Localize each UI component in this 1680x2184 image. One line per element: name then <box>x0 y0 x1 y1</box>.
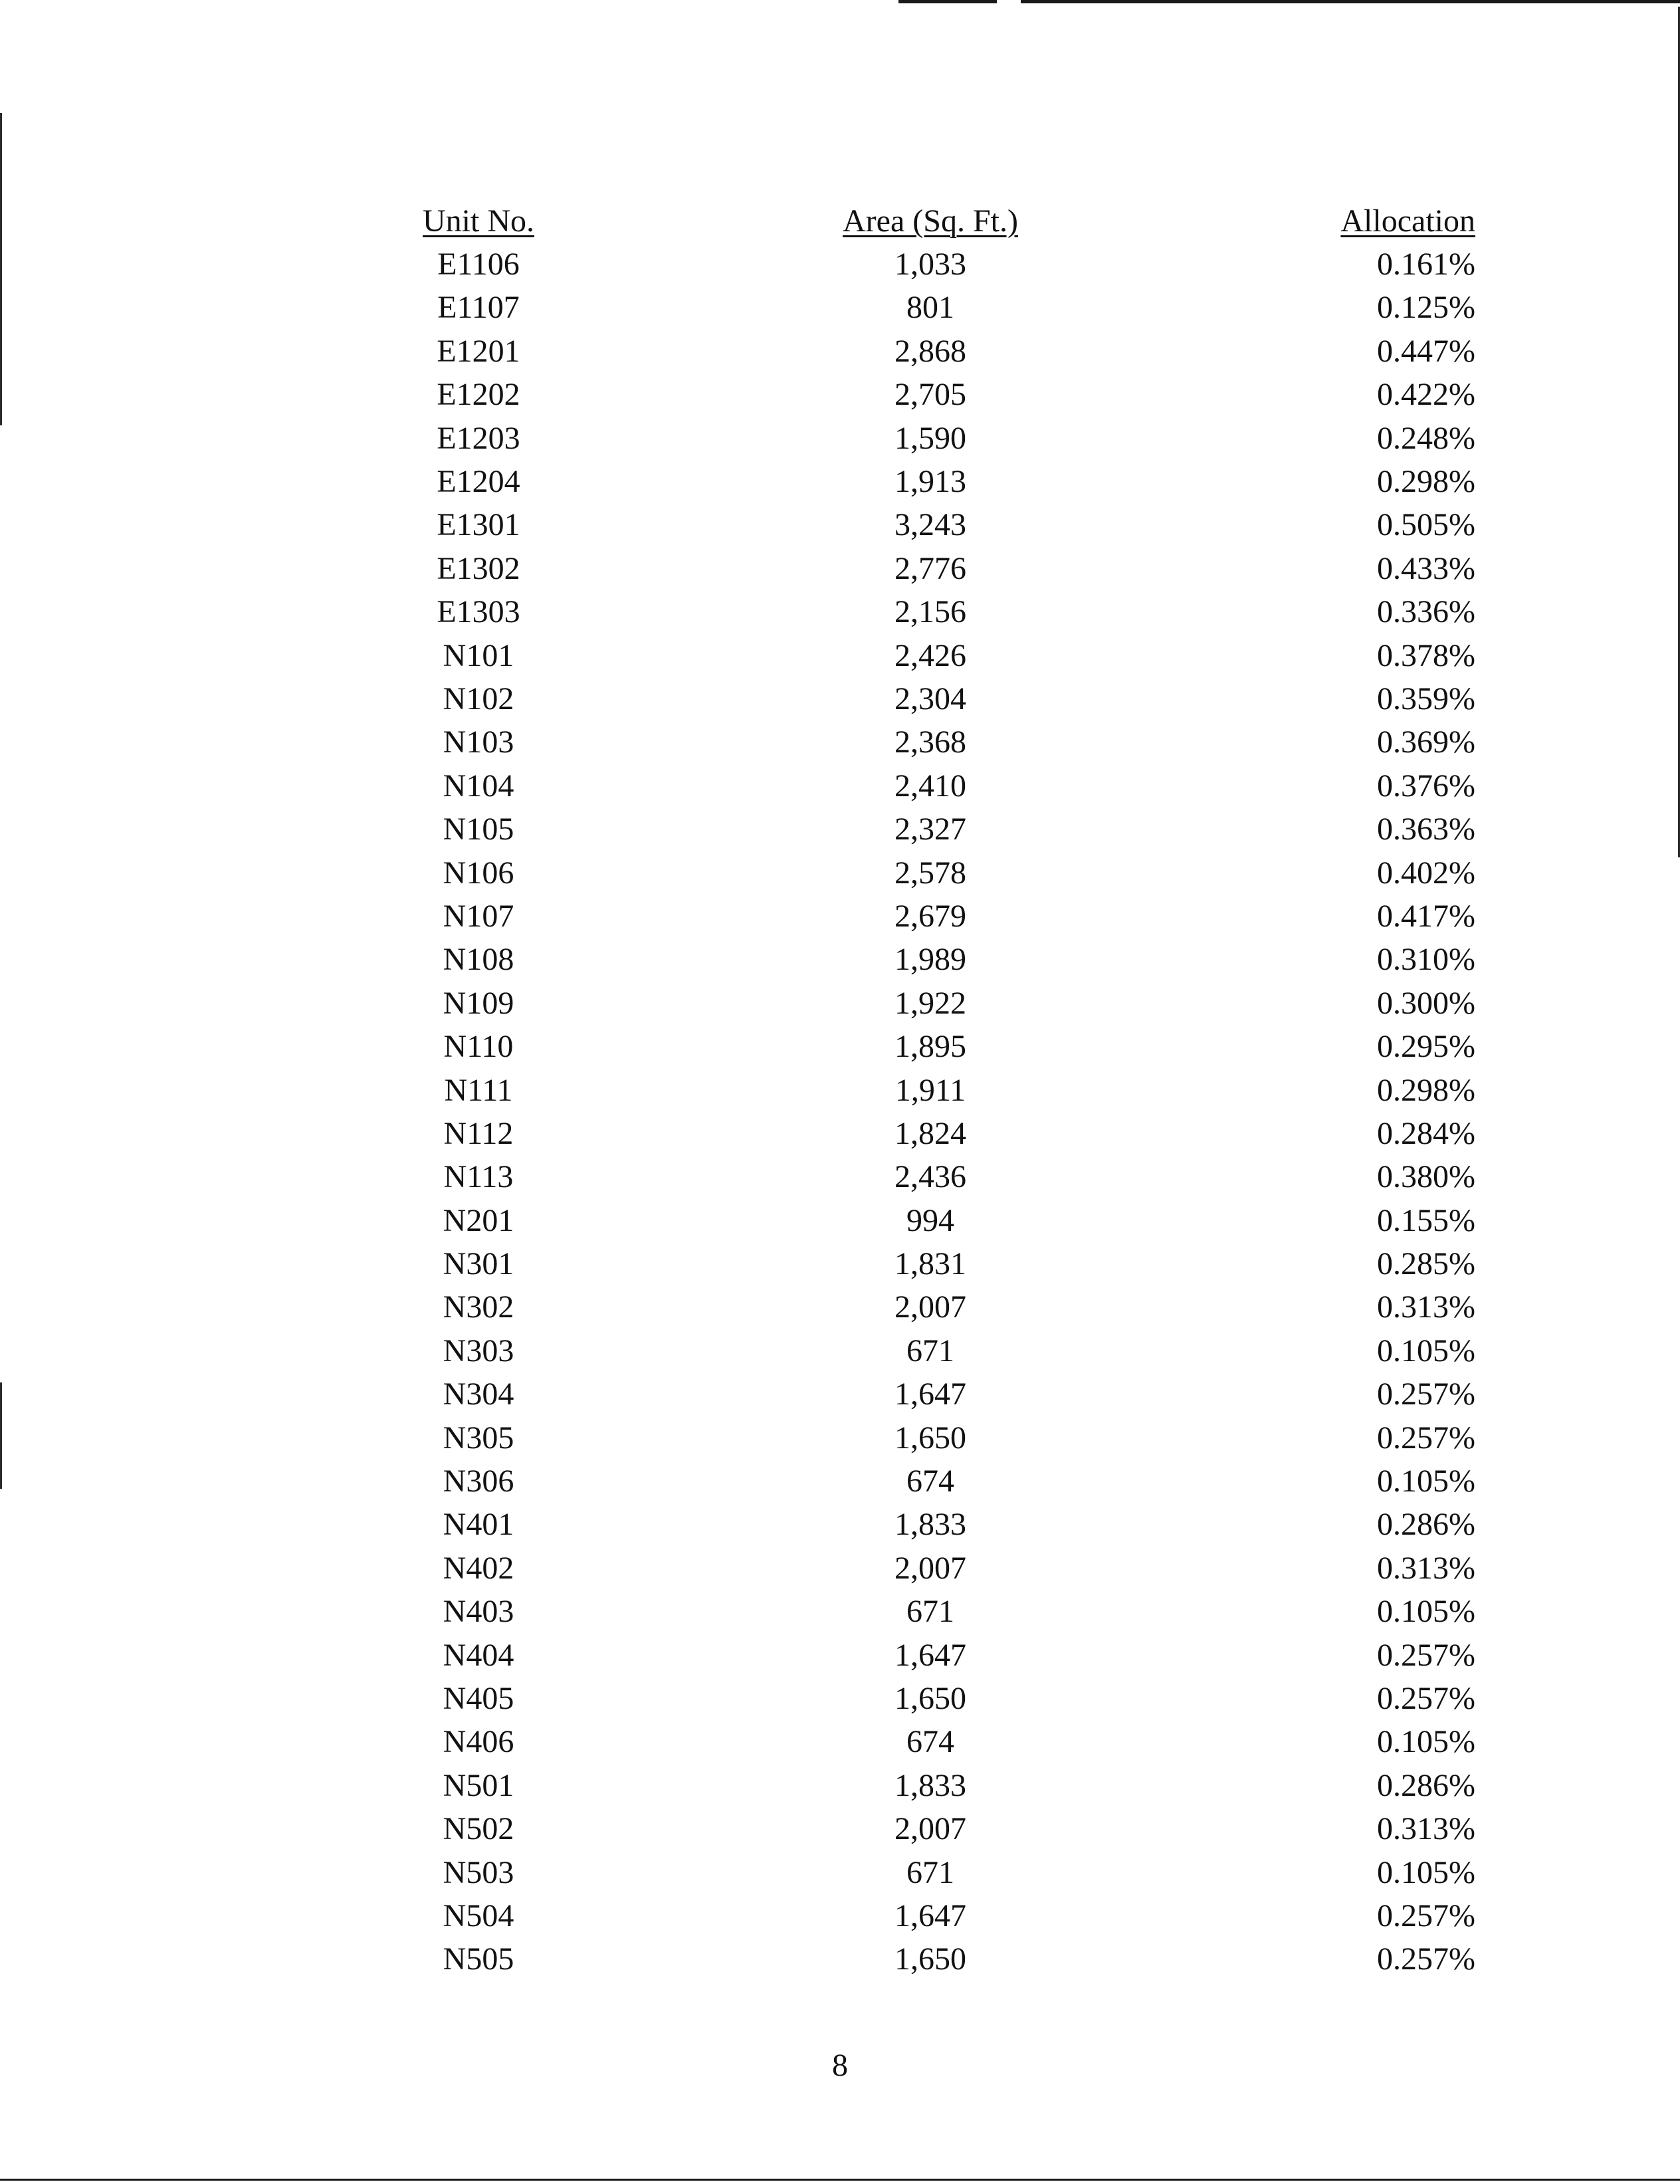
cell-area: 2,156 <box>894 594 966 630</box>
table-row <box>346 1851 1502 1894</box>
table-row <box>346 1025 1502 1068</box>
cell-allocation: 0.295% <box>1377 1029 1475 1065</box>
table-row <box>346 895 1502 938</box>
table-body <box>346 243 1502 1981</box>
table-row <box>346 677 1502 720</box>
cell-allocation: 0.422% <box>1377 377 1475 413</box>
cell-unit: N406 <box>443 1724 514 1760</box>
cell-unit: N404 <box>443 1637 514 1673</box>
table-row <box>346 1503 1502 1547</box>
cell-unit: N305 <box>443 1420 514 1456</box>
cell-allocation: 0.313% <box>1377 1289 1475 1325</box>
cell-unit: N105 <box>443 812 514 847</box>
table-row <box>346 982 1502 1025</box>
table-row <box>346 1373 1502 1416</box>
cell-area: 1,650 <box>894 1680 966 1716</box>
cell-unit: N103 <box>443 724 514 760</box>
scan-edge-left <box>0 113 2 425</box>
cell-allocation: 0.105% <box>1377 1464 1475 1499</box>
cell-allocation: 0.257% <box>1377 1680 1475 1716</box>
cell-allocation: 0.125% <box>1377 290 1475 326</box>
cell-area: 1,647 <box>894 1898 966 1933</box>
cell-unit: N101 <box>443 637 514 673</box>
cell-allocation: 0.161% <box>1377 247 1475 282</box>
cell-area: 2,327 <box>894 812 966 847</box>
table-row <box>346 1894 1502 1937</box>
cell-unit: N501 <box>443 1767 514 1803</box>
scan-edge-gap <box>997 0 1021 3</box>
cell-unit: N102 <box>443 681 514 716</box>
cell-area: 2,007 <box>894 1289 966 1325</box>
cell-allocation: 0.313% <box>1377 1550 1475 1586</box>
cell-area: 2,436 <box>894 1159 966 1195</box>
table-row <box>346 1329 1502 1372</box>
cell-allocation: 0.285% <box>1377 1246 1475 1282</box>
cell-area: 801 <box>906 290 954 326</box>
cell-area: 1,911 <box>894 1072 966 1108</box>
cell-unit: E1204 <box>437 464 520 500</box>
cell-area: 671 <box>906 1333 954 1368</box>
cell-area: 671 <box>906 1854 954 1890</box>
cell-unit: N403 <box>443 1594 514 1630</box>
table-row <box>346 417 1502 460</box>
cell-unit: E1302 <box>437 550 520 586</box>
page-number: 8 <box>832 2048 848 2083</box>
cell-unit: N402 <box>443 1550 514 1586</box>
cell-area: 2,368 <box>894 724 966 760</box>
cell-unit: N502 <box>443 1811 514 1847</box>
header-allocation: Allocation <box>1340 203 1475 239</box>
cell-area: 1,833 <box>894 1767 966 1803</box>
cell-area: 1,647 <box>894 1376 966 1412</box>
cell-area: 2,578 <box>894 855 966 891</box>
cell-unit: N113 <box>443 1159 514 1195</box>
cell-area: 674 <box>906 1464 954 1499</box>
table-row <box>346 1721 1502 1764</box>
cell-allocation: 0.298% <box>1377 1072 1475 1108</box>
table-row <box>346 1242 1502 1285</box>
cell-unit: E1106 <box>437 247 520 282</box>
cell-area: 671 <box>906 1594 954 1630</box>
cell-allocation: 0.378% <box>1377 637 1475 673</box>
cell-allocation: 0.300% <box>1377 985 1475 1021</box>
table-header-row <box>346 199 1502 243</box>
cell-unit: E1202 <box>437 377 520 413</box>
cell-area: 2,410 <box>894 768 966 804</box>
table-row <box>346 808 1502 851</box>
cell-unit: N109 <box>443 985 514 1021</box>
cell-allocation: 0.369% <box>1377 724 1475 760</box>
cell-unit: N108 <box>443 942 514 978</box>
table-row <box>346 1547 1502 1590</box>
cell-allocation: 0.336% <box>1377 594 1475 630</box>
cell-allocation: 0.105% <box>1377 1854 1475 1890</box>
cell-unit: E1201 <box>437 333 520 369</box>
cell-allocation: 0.257% <box>1377 1420 1475 1456</box>
cell-area: 2,705 <box>894 377 966 413</box>
cell-unit: N201 <box>443 1202 514 1238</box>
table-row <box>346 286 1502 330</box>
cell-unit: N503 <box>443 1854 514 1890</box>
cell-area: 1,913 <box>894 464 966 500</box>
cell-area: 2,007 <box>894 1811 966 1847</box>
cell-area: 994 <box>906 1202 954 1238</box>
table-row <box>346 460 1502 503</box>
table-row <box>346 1764 1502 1807</box>
table-row <box>346 851 1502 895</box>
cell-allocation: 0.105% <box>1377 1724 1475 1760</box>
cell-allocation: 0.417% <box>1377 898 1475 934</box>
cell-unit: E1303 <box>437 594 520 630</box>
cell-allocation: 0.286% <box>1377 1507 1475 1543</box>
cell-unit: N111 <box>444 1072 513 1108</box>
cell-allocation: 0.286% <box>1377 1767 1475 1803</box>
table-row <box>346 1156 1502 1199</box>
table-row <box>346 1807 1502 1850</box>
cell-area: 1,650 <box>894 1941 966 1977</box>
cell-area: 1,824 <box>894 1115 966 1151</box>
cell-area: 2,426 <box>894 637 966 673</box>
table-row <box>346 938 1502 982</box>
cell-allocation: 0.257% <box>1377 1898 1475 1933</box>
cell-allocation: 0.310% <box>1377 942 1475 978</box>
cell-unit: N304 <box>443 1376 514 1412</box>
cell-unit: N405 <box>443 1680 514 1716</box>
scan-edge-left <box>0 1382 2 1489</box>
cell-area: 2,868 <box>894 333 966 369</box>
table-row <box>346 1460 1502 1503</box>
cell-unit: N110 <box>443 1029 514 1065</box>
cell-area: 1,833 <box>894 1507 966 1543</box>
table-row <box>346 634 1502 677</box>
cell-allocation: 0.257% <box>1377 1637 1475 1673</box>
table-row <box>346 1677 1502 1720</box>
table-row <box>346 591 1502 634</box>
table-row <box>346 764 1502 808</box>
table-row <box>346 1590 1502 1634</box>
cell-area: 1,650 <box>894 1420 966 1456</box>
cell-unit: N107 <box>443 898 514 934</box>
cell-allocation: 0.105% <box>1377 1333 1475 1368</box>
cell-allocation: 0.376% <box>1377 768 1475 804</box>
cell-allocation: 0.505% <box>1377 507 1475 543</box>
cell-area: 1,895 <box>894 1029 966 1065</box>
table-row <box>346 1416 1502 1460</box>
cell-allocation: 0.402% <box>1377 855 1475 891</box>
table-row <box>346 374 1502 417</box>
cell-unit: N306 <box>443 1464 514 1499</box>
cell-area: 1,922 <box>894 985 966 1021</box>
unit-allocation-table <box>346 199 1502 1981</box>
header-area: Area (Sq. Ft.) <box>843 203 1018 239</box>
cell-allocation: 0.447% <box>1377 333 1475 369</box>
cell-allocation: 0.380% <box>1377 1159 1475 1195</box>
cell-allocation: 0.257% <box>1377 1941 1475 1977</box>
table-row <box>346 243 1502 286</box>
cell-unit: E1107 <box>437 290 520 326</box>
table-row <box>346 1634 1502 1677</box>
cell-allocation: 0.363% <box>1377 812 1475 847</box>
cell-unit: N401 <box>443 1507 514 1543</box>
cell-area: 1,831 <box>894 1246 966 1282</box>
cell-allocation: 0.284% <box>1377 1115 1475 1151</box>
cell-unit: N104 <box>443 768 514 804</box>
cell-area: 2,007 <box>894 1550 966 1586</box>
cell-unit: N303 <box>443 1333 514 1368</box>
header-unit: Unit No. <box>423 203 534 239</box>
table-row <box>346 1112 1502 1155</box>
cell-area: 2,304 <box>894 681 966 716</box>
cell-allocation: 0.313% <box>1377 1811 1475 1847</box>
cell-unit: E1301 <box>437 507 520 543</box>
cell-unit: N505 <box>443 1941 514 1977</box>
cell-area: 2,776 <box>894 550 966 586</box>
cell-allocation: 0.257% <box>1377 1376 1475 1412</box>
cell-unit: E1203 <box>437 420 520 456</box>
cell-allocation: 0.155% <box>1377 1202 1475 1238</box>
table-row <box>346 1286 1502 1329</box>
cell-area: 3,243 <box>894 507 966 543</box>
cell-allocation: 0.359% <box>1377 681 1475 716</box>
table-row <box>346 1199 1502 1242</box>
cell-allocation: 0.248% <box>1377 420 1475 456</box>
cell-unit: N301 <box>443 1246 514 1282</box>
cell-unit: N504 <box>443 1898 514 1933</box>
cell-unit: N302 <box>443 1289 514 1325</box>
cell-area: 1,989 <box>894 942 966 978</box>
table-row <box>346 504 1502 547</box>
table-row <box>346 1069 1502 1112</box>
table-row <box>346 547 1502 590</box>
cell-area: 674 <box>906 1724 954 1760</box>
cell-unit: N112 <box>443 1115 514 1151</box>
table-row <box>346 330 1502 373</box>
scan-edge-bottom <box>0 2179 1680 2181</box>
cell-area: 1,647 <box>894 1637 966 1673</box>
cell-allocation: 0.105% <box>1377 1594 1475 1630</box>
table-row <box>346 721 1502 764</box>
cell-area: 1,033 <box>894 247 966 282</box>
cell-allocation: 0.298% <box>1377 464 1475 500</box>
cell-area: 1,590 <box>894 420 966 456</box>
cell-area: 2,679 <box>894 898 966 934</box>
cell-allocation: 0.433% <box>1377 550 1475 586</box>
cell-unit: N106 <box>443 855 514 891</box>
table-row <box>346 1938 1502 1981</box>
